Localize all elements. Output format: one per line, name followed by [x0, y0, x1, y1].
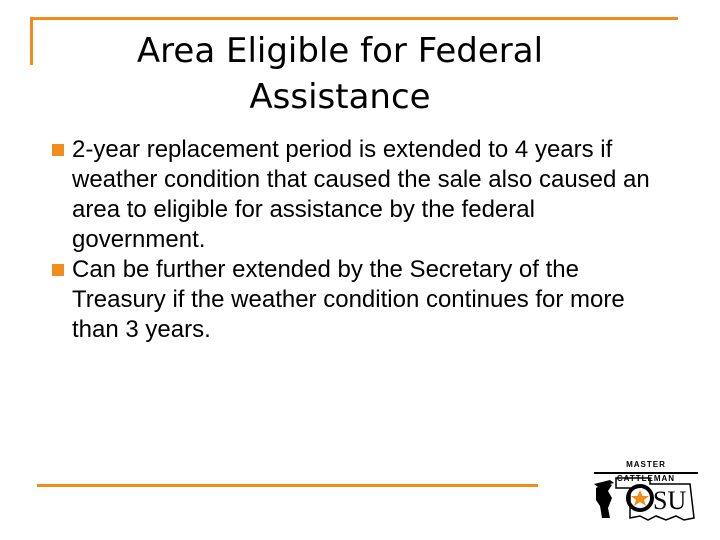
bottom-accent-rule: [37, 484, 538, 487]
left-accent-rule: [30, 17, 33, 65]
square-bullet-icon: [52, 264, 64, 276]
logo-wordmark-text: SU: [653, 486, 687, 515]
bullet-item: [48, 255, 668, 345]
oklahoma-osu-emblem-icon: [590, 458, 702, 528]
bullet-item: [48, 135, 668, 255]
logo-banner-text: MASTER CATTLEMAN: [616, 460, 676, 483]
bullet-text: Can be further extended by the Secretary of the Treasury if the weather condition continues for more than 3 years.: [72, 256, 625, 343]
master-cattleman-osu-logo: [590, 458, 702, 528]
bullet-text: 2-year replacement period is extended to 4 years if weather condition that caused the sale also caused an area to eligible for assistance by the federal government.: [72, 136, 650, 253]
slide-title: Area Eligible for Federal Assistance: [136, 31, 544, 117]
top-accent-rule: [30, 17, 678, 20]
square-bullet-icon: [52, 144, 64, 156]
bullet-list: [48, 135, 668, 345]
